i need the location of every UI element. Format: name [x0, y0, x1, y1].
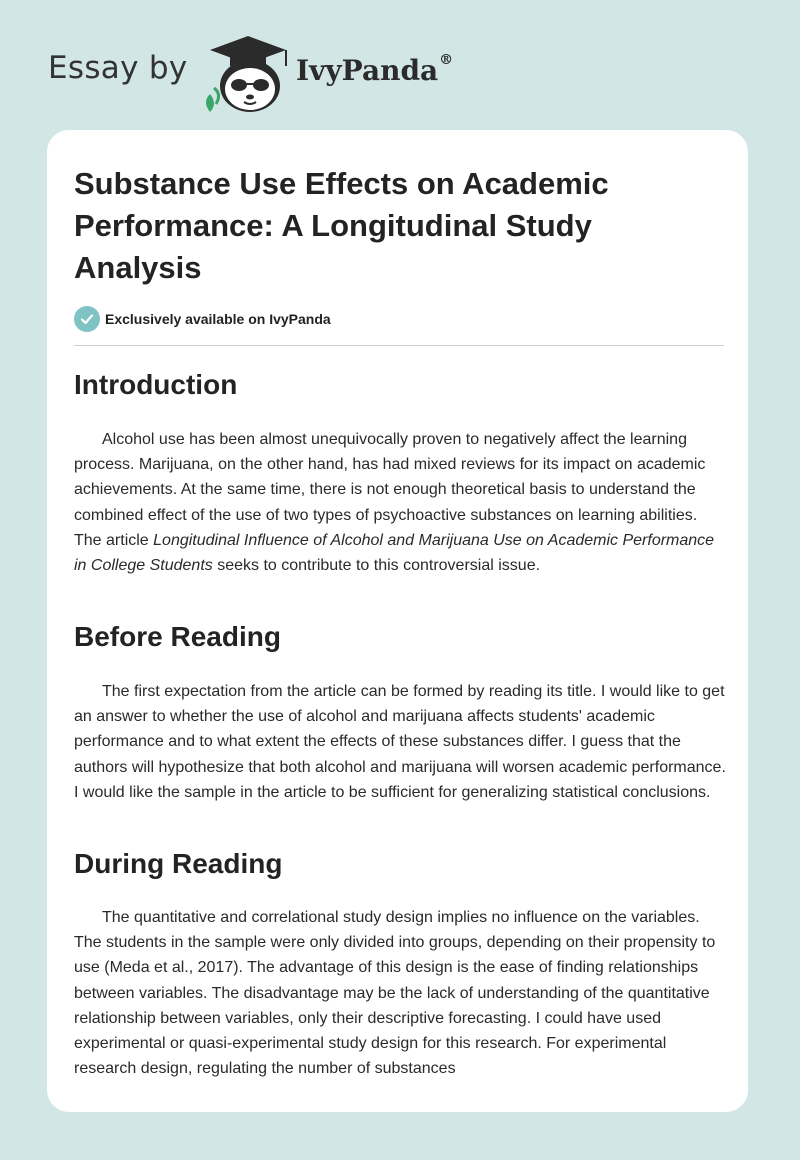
article-title-italic: Longitudinal Influence of Alcohol and Marijuana Use on Academic Performance in College Students	[74, 531, 715, 575]
exclusive-badge	[74, 305, 331, 333]
section-heading-introduction: Introduction	[74, 369, 238, 400]
divider	[74, 345, 724, 346]
panda-graduate-icon	[200, 32, 296, 116]
essay-by-label: Essay by	[48, 50, 188, 86]
essay-card	[47, 130, 748, 1112]
section-heading-before-reading: Before Reading	[74, 621, 281, 652]
section-paragraph-during-reading: The quantitative and correlational study design implies no influence on the variables. The students in the sample were only divided into groups, depending on their propensity to use (Meda et al., 2017). The advantage of this design is the ease of finding relationships between variables. The disadvantage may be the lack of understanding of the quantitative relationship between variables, only their descriptive forecasting. I could have used experimental or quasi-experimental study design for this research. For experimental research design, regulating the number of substances	[74, 909, 716, 1078]
section-paragraph-introduction: Alcohol use has been almost unequivocally proven to negatively affect the learning process. Marijuana, on the other hand, has had mixed reviews for its impact on academic achievements. At the same time, there is not enough theoretical basis to understand the combined effect of the use of two types of psychoactive substances on learning abilities. The article Longitudinal Influence of Alcohol and Marijuana Use on Academic Performance in College Students seeks to contribute to this controversial issue.	[74, 431, 715, 575]
site-header	[48, 28, 748, 118]
section-paragraph-before-reading: The first expectation from the article can be formed by reading its title. I would like to get an answer to whether the use of alcohol and marijuana affects students' academic performance and to what extent the effects of these substances differ. I guess that the authors will hypothesize that both alcohol and marijuana will worsen academic performance. I would like the sample in the article to be sufficient for generalizing statistical conclusions.	[74, 683, 726, 801]
check-icon	[74, 306, 100, 332]
brand-name[interactable]: IvyPanda®	[296, 52, 454, 87]
page-title: Substance Use Effects on Academic Performance: A Longitudinal Study Analysis	[74, 166, 609, 285]
exclusive-label: Exclusively available on IvyPanda	[105, 311, 331, 327]
section-heading-during-reading: During Reading	[74, 848, 283, 879]
